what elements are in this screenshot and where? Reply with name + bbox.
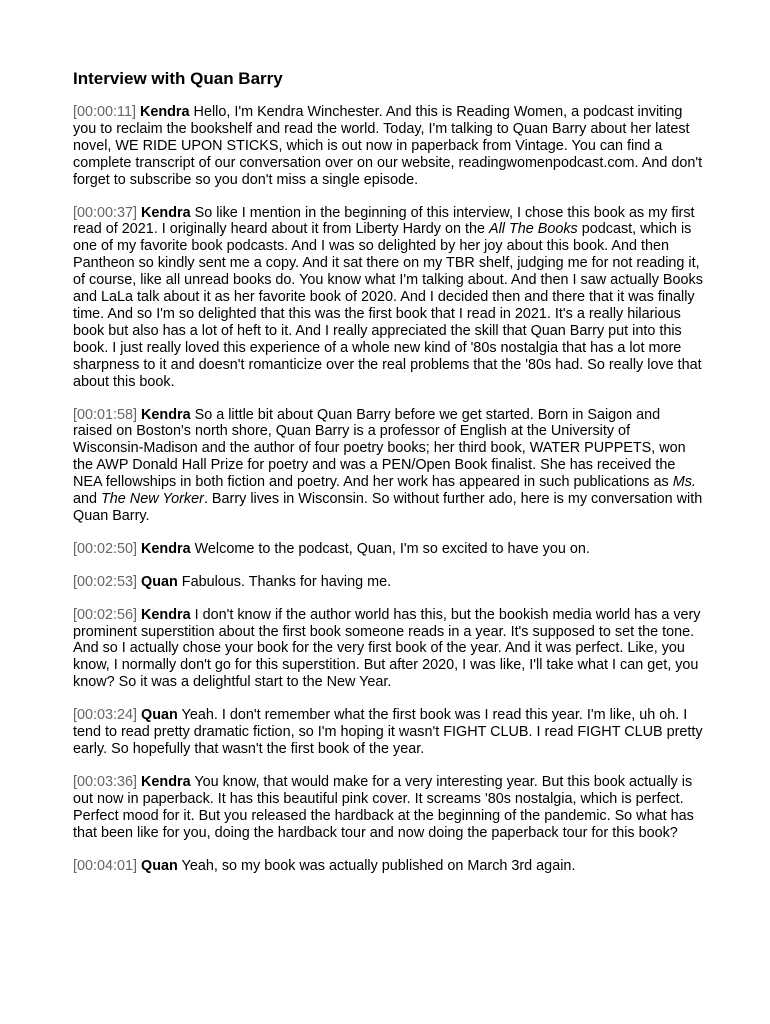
transcript-text: Hello, I'm Kendra Winchester. And this is Reading Women, a podcast inviting you to reclaim the bookshelf and read the world. Today, I'm talking to Quan Barry about her latest novel, WE RIDE UPON STICKS, which is out now in paperback from Vintage. You can find a complete transcript of our conversation over on our website, readingwomenpodcast.com. And don't forget to subscribe so you don't miss a single episode.: [73, 104, 703, 188]
timestamp: [00:03:24]: [73, 707, 138, 724]
transcript-entry: [73, 707, 703, 758]
italic-title: The New Yorker: [101, 491, 204, 508]
italic-title: All The Books: [488, 221, 578, 238]
speaker-name: Kendra: [139, 104, 190, 120]
transcript-text: and: [73, 491, 102, 508]
timestamp: [00:00:37]: [73, 204, 138, 221]
timestamp: [00:02:53]: [73, 573, 138, 590]
speaker-name: Kendra: [141, 406, 191, 423]
timestamp: [00:01:58]: [73, 406, 138, 423]
transcript-text: So like I mention in the beginning of this interview, I chose this book as my first read of 2021. I originally heard about it from Liberty Hardy on the: [73, 204, 695, 238]
timestamp: [00:03:36]: [73, 773, 138, 790]
timestamp: [00:04:01]: [73, 857, 138, 874]
italic-title: Ms.: [672, 474, 696, 491]
transcript-text: Fabulous. Thanks for having me.: [181, 573, 392, 590]
speaker-name: Kendra: [141, 204, 191, 221]
transcript-entry: [73, 607, 703, 692]
speaker-name: Quan: [141, 707, 178, 724]
document-title: Interview with Quan Barry: [73, 69, 283, 88]
transcript-entry: [73, 205, 703, 391]
transcript-entry: [73, 407, 703, 525]
timestamp: [00:00:11]: [73, 104, 136, 120]
speaker-name: Kendra: [141, 540, 191, 557]
timestamp: [00:02:50]: [73, 540, 138, 557]
speaker-name: Quan: [141, 857, 178, 874]
transcript-entry: [73, 104, 703, 189]
transcript-entry: [73, 858, 703, 875]
transcript-text: . Barry lives in Wisconsin. So without further ado, here is my conversation with Quan Barry.: [73, 491, 703, 524]
transcript-text: podcast, which is one of my favorite book podcasts. And I was so delighted by her joy about this book. And then Pantheon so kindly sent me a copy. And it sat there on my TBR shelf, judging me for not reading it, of course, like all unread books do. You know what I'm talking about. And then I saw actually Books and LaLa talk about it as her favorite book of 2020. And I decided then and there that it was finally time. And so I'm so delighted that this was the first book that I read in 2021. It's a really hilarious book but also has a lot of heft to it. And I really appreciated the skill that Quan Barry put into this book. I just really loved this experience of a whole new kind of '80s nostalgia that has a lot more sharpness to it and doesn't romanticize over the real problems that the '80s had. So really love that about this book.: [73, 221, 703, 390]
timestamp: [00:02:56]: [73, 606, 138, 623]
document-page: [73, 68, 703, 874]
transcript-text: You know, that would make for a very interesting year. But this book actually is out now in paperback. It has this beautiful pink cover. It screams '80s nostalgia, which is perfect. Perfect mood for it. But you released the hardback at the beginning of the pandemic. So what has that been like for you, doing the hardback tour and now doing the paperback tour for this book?: [73, 773, 694, 841]
transcript-text: Welcome to the podcast, Quan, I'm so excited to have you on.: [194, 540, 590, 557]
transcript-text: So a little bit about Quan Barry before we get started. Born in Saigon and raised on Boston's north shore, Quan Barry is a professor of English at the University of Wisconsin-Madison and the author of four poetry books; her third book, WATER PUPPETS, won the AWP Donald Hall Prize for poetry and was a PEN/Open Book finalist. She has received the NEA fellowships in both fiction and poetry. And her work has appeared in such publications as: [73, 406, 686, 491]
transcript-text: Yeah. I don't remember what the first book was I read this year. I'm like, uh oh. I tend to read pretty dramatic fiction, so I'm hoping it wasn't FIGHT CLUB. I read FIGHT CLUB pretty early. So hopefully that wasn't the first book of the year.: [73, 707, 703, 757]
transcript-entry: [73, 774, 703, 842]
transcript-entry: [73, 541, 703, 558]
transcript: [73, 104, 703, 874]
transcript-text: Yeah, so my book was actually published on March 3rd again.: [181, 857, 576, 874]
speaker-name: Kendra: [141, 606, 191, 623]
speaker-name: Kendra: [141, 773, 191, 790]
speaker-name: Quan: [141, 573, 178, 590]
transcript-text: I don't know if the author world has this, but the bookish media world has a very prominent superstition about the first book someone reads in a year. It's supposed to set the tone. And so I actually chose your book for the very first book of the year. And it was perfect. Like, you know, I normally don't go for this superstition. But after 2020, I was like, I'll take what I can get, you know? So it was a delightful start to the New Year.: [73, 606, 701, 691]
transcript-entry: [73, 574, 703, 591]
